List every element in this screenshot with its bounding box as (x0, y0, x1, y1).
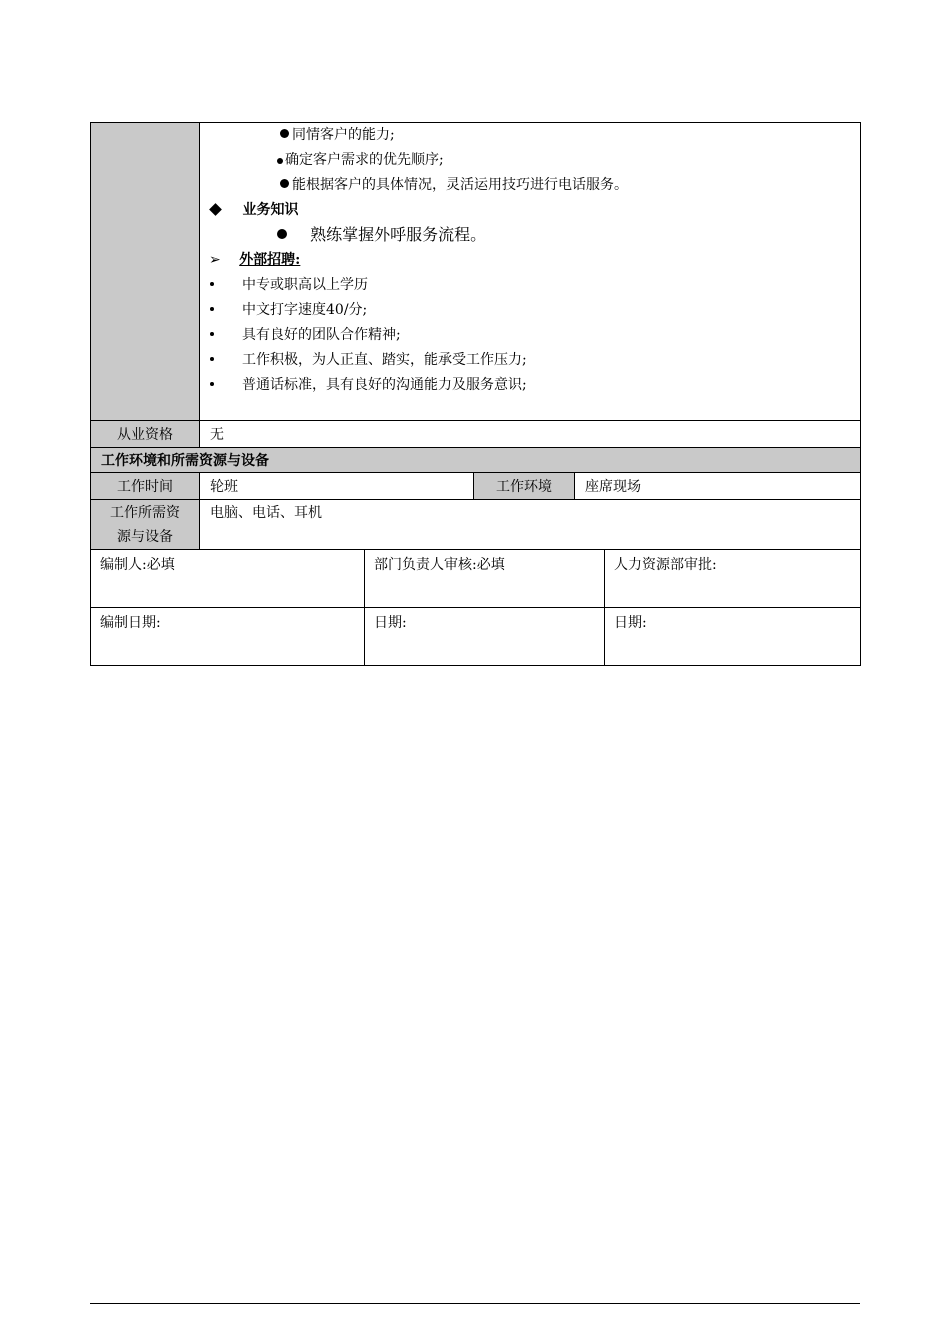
prep-date-cell: 编制日期: (91, 608, 365, 666)
environment-section-title: 工作环境和所需资源与设备 (91, 448, 861, 473)
work-env-value: 座席现场 (575, 473, 861, 500)
skill-item: 确定客户需求的优先顺序; (277, 150, 444, 170)
job-description-table (90, 122, 861, 666)
resources-label-line: 工作所需资 (110, 504, 180, 521)
recruit-item: 中文打字速度40/分; (210, 300, 367, 320)
work-env-label: 工作环境 (474, 473, 575, 500)
date-cell: 日期: (365, 608, 605, 666)
work-time-row (91, 473, 861, 500)
qualification-value: 无 (200, 421, 861, 448)
resources-row (91, 500, 861, 550)
resources-value: 电脑、电话、耳机 (200, 500, 861, 550)
skill-item: 能根据客户的具体情况，灵活运用技巧进行电话服务。 (280, 175, 628, 195)
skills-row (91, 123, 861, 421)
recruit-item: 普通话标准，具有良好的沟通能力及服务意识; (210, 375, 527, 395)
date-row (91, 608, 861, 666)
external-recruit-heading: ➢ 外部招聘: (209, 252, 301, 268)
skill-item: 同情客户的能力; (280, 125, 395, 145)
skills-label-cell (91, 123, 200, 421)
bullet-icon (210, 382, 214, 386)
arrow-bullet-icon: ➢ (209, 252, 221, 268)
business-knowledge-item: 熟练掌握外呼服务流程。 (277, 225, 486, 245)
footer-divider (90, 1303, 860, 1304)
diamond-bullet-icon (209, 203, 222, 216)
environment-section-row (91, 448, 861, 473)
qualification-label: 从业资格 (91, 421, 200, 448)
bullet-icon (210, 332, 214, 336)
date-cell: 日期: (605, 608, 861, 666)
bullet-icon (210, 357, 214, 361)
bullet-icon (280, 179, 289, 188)
recruit-item: 工作积极，为人正直、踏实，能承受工作压力; (210, 350, 527, 370)
work-time-label: 工作时间 (91, 473, 200, 500)
recruit-item: 中专或职高以上学历 (210, 275, 368, 295)
skills-content-cell (200, 123, 861, 421)
resources-label (91, 500, 200, 550)
bullet-icon (210, 282, 214, 286)
business-knowledge-heading: 业务知识 (211, 200, 298, 220)
dept-review-cell: 部门负责人审核:必填 (365, 550, 605, 608)
bullet-icon (277, 158, 283, 164)
recruit-item: 具有良好的团队合作精神; (210, 325, 401, 345)
preparer-cell: 编制人:必填 (91, 550, 365, 608)
bullet-icon (277, 229, 287, 239)
hr-approval-cell: 人力资源部审批: (605, 550, 861, 608)
bullet-icon (210, 307, 214, 311)
resources-label-line: 源与设备 (117, 528, 173, 545)
qualification-row (91, 421, 861, 448)
signature-row (91, 550, 861, 608)
bullet-icon (280, 129, 289, 138)
work-time-value: 轮班 (200, 473, 474, 500)
